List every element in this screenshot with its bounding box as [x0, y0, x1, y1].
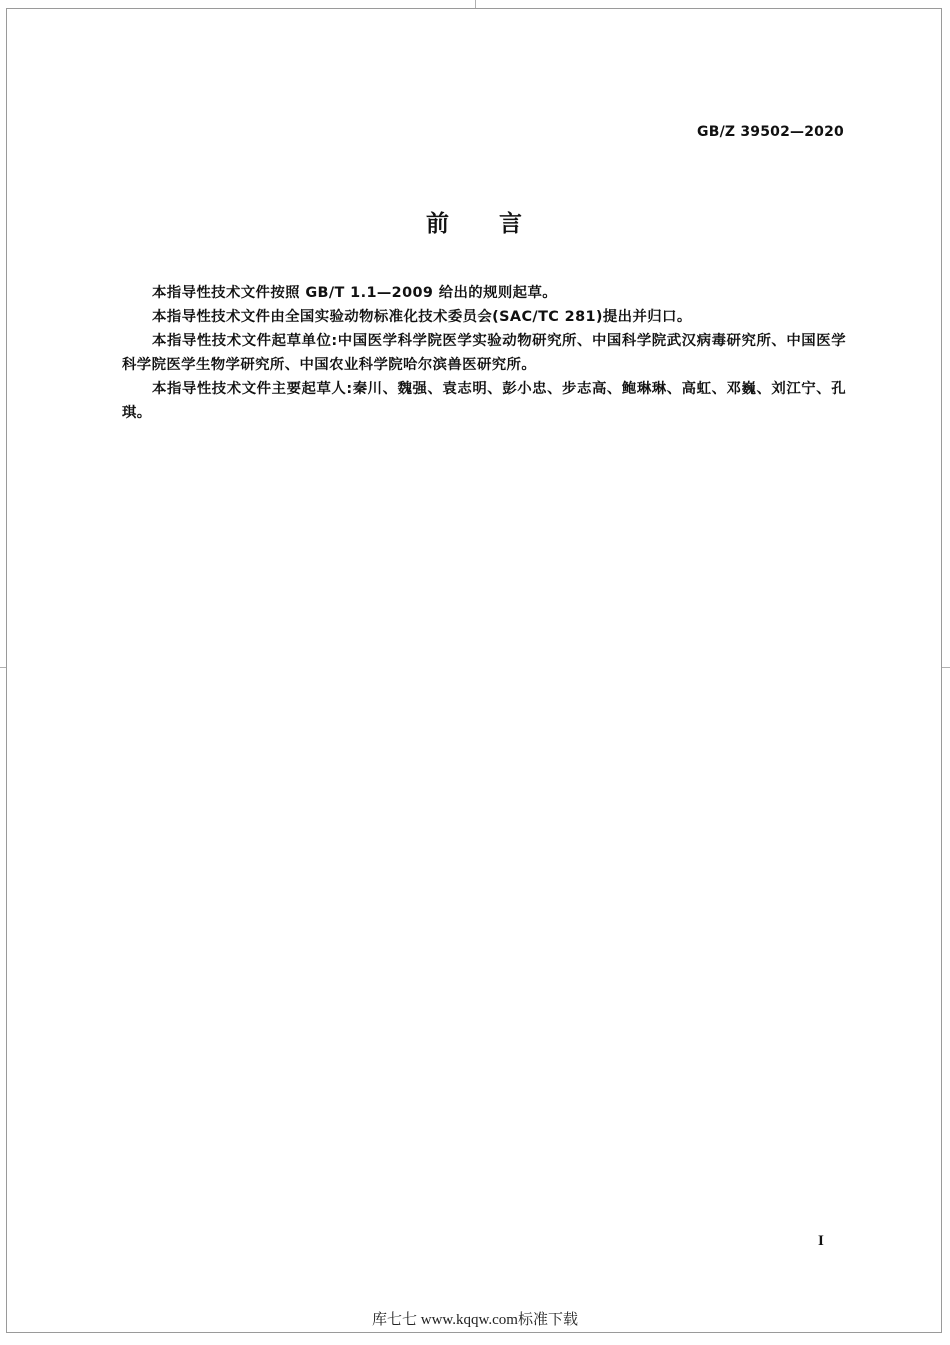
foreword-body	[122, 281, 846, 425]
crop-mark-top	[475, 0, 476, 8]
paragraph-drafters: 本指导性技术文件主要起草人:秦川、魏强、袁志明、彭小忠、步志高、鲍琳琳、高虹、邓巍、刘江宁、孔琪。	[122, 381, 846, 421]
paragraph-drafting-rules: 本指导性技术文件按照 GB/T 1.1—2009 给出的规则起草。	[152, 285, 558, 301]
crop-mark-right	[942, 667, 950, 668]
page-number: I	[818, 1233, 824, 1249]
paragraph-drafting-units: 本指导性技术文件起草单位:中国医学科学院医学实验动物研究所、中国科学院武汉病毒研究所、中国医学科学院医学生物学研究所、中国农业科学院哈尔滨兽医研究所。	[122, 333, 846, 373]
standard-number: GB/Z 39502—2020	[697, 124, 844, 140]
page-title	[0, 205, 950, 238]
paragraph-proposer: 本指导性技术文件由全国实验动物标准化技术委员会(SAC/TC 281)提出并归口。	[152, 309, 692, 325]
title-char-1: 前	[426, 211, 451, 237]
footer-watermark-text: 库七七 www.kqqw.com标准下载	[372, 1312, 578, 1328]
title-char-2: 言	[499, 211, 524, 237]
